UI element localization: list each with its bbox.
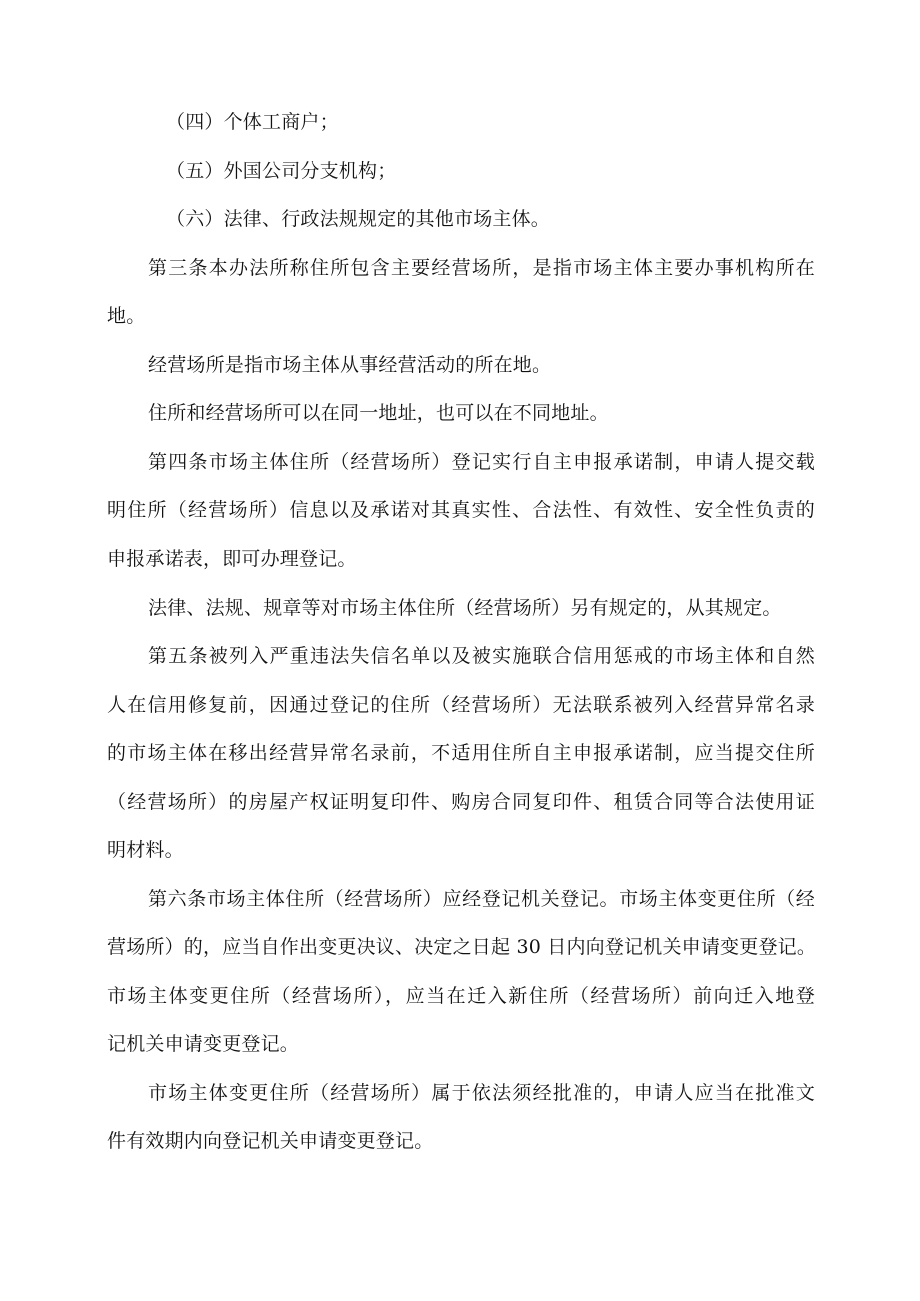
article-6-line-1: 第六条市场主体住所（经营场所）应经登记机关登记。市场主体变更住所（经 [148,888,815,910]
list-item-5: （五）外国公司分支机构； [166,160,397,182]
article-6-line-3: 市场主体变更住所（经营场所），应当在迁入新住所（经营场所）前向迁入地登 [107,985,815,1007]
list-item-6: （六）法律、行政法规规定的其他市场主体。 [166,208,551,230]
article-5-line-2: 人在信用修复前，因通过登记的住所（经营场所）无法联系被列入经营异常名录 [107,694,815,716]
article-4-line-1: 第四条市场主体住所（经营场所）登记实行自主申报承诺制，申请人提交载 [148,451,815,473]
article-3-line-2: 地。 [107,305,146,327]
article-5-line-5: 明材料。 [107,839,184,861]
paragraph-same-address: 住所和经营场所可以在同一地址，也可以在不同地址。 [148,402,609,424]
article-5-line-1: 第五条被列入严重违法失信名单以及被实施联合信用惩戒的市场主体和自然 [148,645,815,667]
article-6-line-4: 记机关申请变更登记。 [107,1033,300,1055]
article-4-line-2: 明住所（经营场所）信息以及承诺对其真实性、合法性、有效性、安全性负责的 [107,499,815,521]
article-6-line-2: 营场所）的，应当自作出变更决议、决定之日起 30 日内向登记机关申请变更登记。 [107,936,817,958]
article-5-line-3: 的市场主体在移出经营异常名录前，不适用住所自主申报承诺制，应当提交住所 [107,742,815,764]
paragraph-other-provisions: 法律、法规、规章等对市场主体住所（经营场所）另有规定的，从其规定。 [148,597,782,619]
article-5-line-4: （经营场所）的房屋产权证明复印件、购房合同复印件、租赁合同等合法使用证 [107,791,815,813]
paragraph-business-premises: 经营场所是指市场主体从事经营活动的所在地。 [148,354,552,376]
article-3-line-1: 第三条本办法所称住所包含主要经营场所，是指市场主体主要办事机构所在 [148,257,815,279]
article-4-line-3: 申报承诺表，即可办理登记。 [107,548,357,570]
approval-paragraph-line-1: 市场主体变更住所（经营场所）属于依法须经批准的，申请人应当在批准文 [148,1082,815,1104]
approval-paragraph-line-2: 件有效期内向登记机关申请变更登记。 [107,1130,434,1152]
list-item-4: （四）个体工商户； [166,111,339,133]
